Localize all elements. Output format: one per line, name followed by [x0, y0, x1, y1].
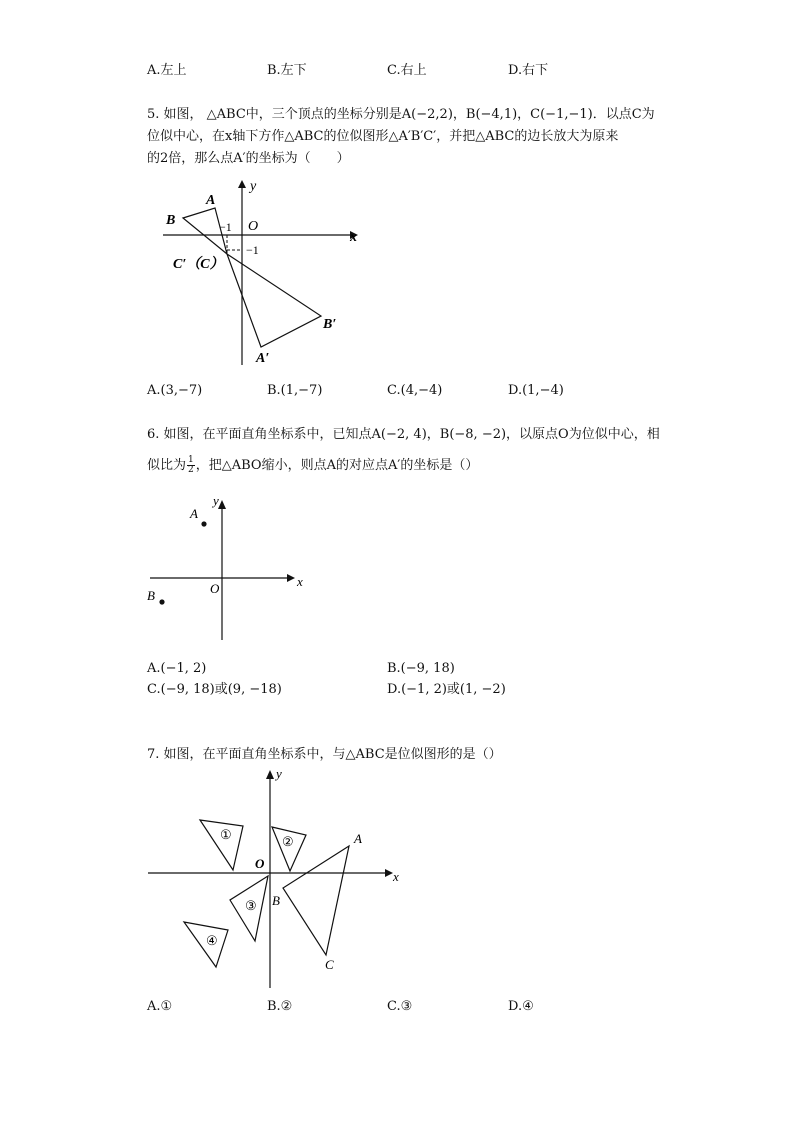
- q5-option-a[interactable]: A.(3,−7): [147, 383, 203, 398]
- q7-label-x: x: [393, 869, 399, 884]
- q5-label-o: O: [248, 219, 259, 234]
- q7-mark-2: ②: [282, 834, 294, 849]
- q5-text-line3: 的2倍，那么点A′的坐标为（ ）: [147, 151, 350, 166]
- q6-option-c[interactable]: C.(−9, 18)或(9, −18): [147, 682, 282, 697]
- q7-label-c: C: [325, 957, 334, 972]
- q6-label-o: O: [210, 581, 220, 596]
- q7-label-a: A: [354, 831, 362, 846]
- q6-label-x: x: [297, 574, 303, 589]
- q4-option-c[interactable]: C.右上: [387, 63, 427, 78]
- q5-label-y: y: [250, 179, 257, 194]
- q5-label-b2: B′: [323, 317, 337, 332]
- q6-text-line2-post: ，把△ABO缩小，则点A的对应点A′的坐标是（）: [195, 458, 479, 473]
- q7-mark-4: ④: [206, 933, 218, 948]
- q5-option-c[interactable]: C.(4,−4): [387, 383, 443, 398]
- q5-text-line1: 5. 如图， △ABC中，三个顶点的坐标分别是A(−2,2)，B(−4,1)，C(−1,−1)．以点C为: [147, 107, 655, 122]
- q7-option-c[interactable]: C.③: [387, 999, 413, 1014]
- q6-option-b[interactable]: B.(−9, 18): [387, 661, 455, 676]
- q5-label-a2: A′: [256, 351, 270, 366]
- q5-option-d[interactable]: D.(1,−4): [508, 383, 564, 398]
- q5-option-b[interactable]: B.(1,−7): [267, 383, 323, 398]
- q7-triangle-abc: [283, 846, 349, 955]
- q5-label-c: C′（C）: [173, 257, 224, 272]
- q7-label-o: O: [255, 856, 265, 871]
- q7-mark-1: ①: [220, 827, 232, 842]
- q6-text-line2-pre: 似比为: [147, 458, 187, 473]
- q5-label-neg1-x: −1: [219, 220, 232, 234]
- q5-text-line2: 位似中心，在x轴下方作△ABC的位似图形△A′B′C′，并把△ABC的边长放大为原来: [147, 129, 619, 144]
- q6-label-y: y: [213, 493, 219, 508]
- q6-fraction-num: 1: [188, 455, 194, 465]
- q6-fraction-den: 2: [188, 465, 194, 475]
- q6-label-b: B: [147, 588, 155, 603]
- q6-text-line1: 6. 如图，在平面直角坐标系中，已知点A(−2, 4)，B(−8, −2)，以原点O为位似中心，相: [147, 427, 660, 442]
- q7-option-a[interactable]: A.①: [147, 999, 173, 1014]
- q7-option-d[interactable]: D.④: [508, 999, 534, 1014]
- q7-x-arrow: [385, 869, 393, 877]
- q4-option-b[interactable]: B.左下: [267, 63, 307, 78]
- q7-option-b[interactable]: B.②: [267, 999, 293, 1014]
- q5-label-b: B: [166, 213, 176, 228]
- q7-y-arrow: [266, 770, 274, 779]
- q7-label-y: y: [276, 766, 282, 781]
- q5-label-a: A: [206, 193, 216, 208]
- q7-mark-3: ③: [245, 898, 257, 913]
- q7-label-b: B: [272, 893, 280, 908]
- q6-option-a[interactable]: A.(−1, 2): [147, 661, 207, 676]
- q7-text-line1: 7. 如图，在平面直角坐标系中，与△ABC是位似图形的是（）: [147, 747, 502, 762]
- q5-label-x: x: [350, 230, 357, 245]
- q6-option-d[interactable]: D.(−1, 2)或(1, −2): [387, 682, 506, 697]
- q4-option-a[interactable]: A.左上: [147, 63, 187, 78]
- q6-label-a: A: [190, 506, 198, 521]
- q4-option-d[interactable]: D.右下: [508, 63, 549, 78]
- q5-label-neg1-y: −1: [246, 243, 259, 257]
